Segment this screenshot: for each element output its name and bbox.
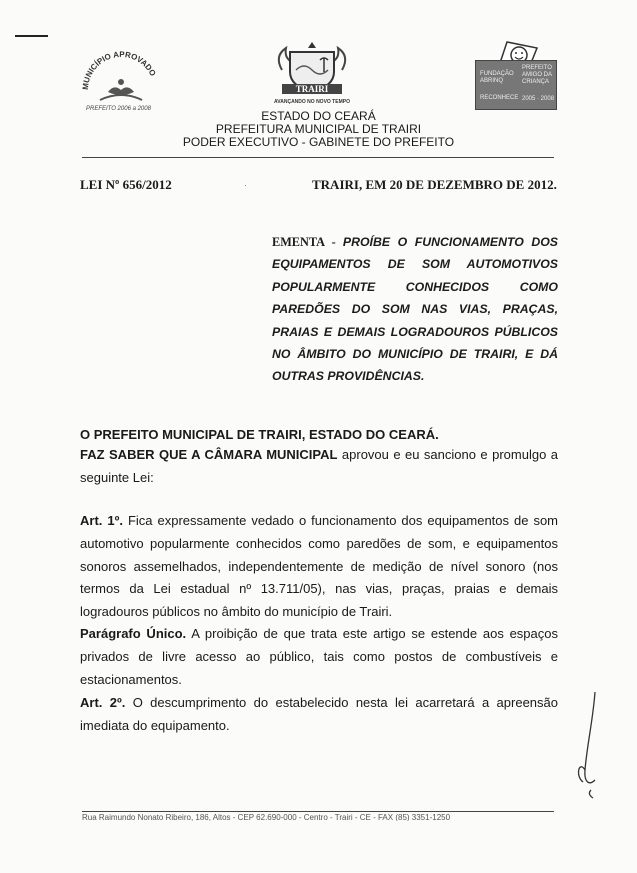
coat-of-arms-icon bbox=[262, 40, 362, 108]
footer-divider bbox=[82, 811, 554, 812]
ementa bbox=[272, 231, 558, 388]
paragrafo-unico-label: Parágrafo Único. bbox=[80, 626, 187, 641]
seal-arc-text: MUNICÍPIO APROVADO bbox=[80, 49, 158, 91]
ementa-text: PROÍBE O FUNCIONAMENTO DOS EQUIPAMENTOS DE SOM AUTOMOTIVOS POPULARMENTE CONHECIDOS COMO PAREDÕES DO SOM NAS VIAS, PRAÇAS, PRAIAS E DEMAIS LOGRADOUROS PÚBLICOS NO ÂMBITO DO MUNICÍPIO DE TRAIRI, E DÁ OUTRAS PROVIDÊNCIAS. bbox=[272, 235, 559, 384]
corner-mark bbox=[15, 35, 48, 37]
coat-subtitle: AVANÇANDO NO NOVO TEMPO bbox=[274, 99, 350, 105]
abrinq-badge bbox=[475, 40, 555, 110]
article-2-label: Art. 2º. bbox=[80, 695, 126, 710]
header-state: ESTADO DO CEARÁ bbox=[261, 109, 376, 123]
article-1 bbox=[80, 510, 558, 624]
badge-left-1: FUNDAÇÃO bbox=[480, 71, 514, 77]
paragrafo-unico bbox=[80, 623, 558, 691]
law-date: TRAIRI, EM 20 DE DEZEMBRO DE 2012. bbox=[312, 177, 557, 192]
scan-mark: · bbox=[244, 180, 247, 190]
seal-caption: PREFEITO 2006 a 2008 bbox=[86, 106, 151, 112]
law-number: LEI Nº 656/2012 bbox=[80, 177, 172, 192]
badge-right-4: 2005 · 2008 bbox=[522, 96, 555, 102]
header-gabinete: PODER EXECUTIVO - GABINETE DO PREFEITO bbox=[182, 135, 455, 149]
badge-left-2: ABRINQ bbox=[480, 78, 504, 84]
header-divider bbox=[82, 157, 554, 158]
article-1-text: Fica expressamente vedado o funcionamento dos equipamentos de som automotivo popularmente conhecidos como paredões de som, e equipamentos sonoros assemelhados, independentemente de medição de nível sonoro (nos termos da Lei estadual nº 13.711/05), nas vias, praças, praias e demais logradouros públicos no âmbito do município de Trairi. bbox=[80, 513, 558, 620]
article-2-text: O descumprimento do estabelecido nesta lei acarretará a apreensão imediata do equipamento. bbox=[80, 695, 558, 733]
intro-prefeito: O PREFEITO MUNICIPAL DE TRAIRI, ESTADO DO CEARÁ. bbox=[80, 427, 439, 442]
article-1-label: Art. 1º. bbox=[80, 513, 123, 528]
header-prefeitura: PREFEITURA MUNICIPAL DE TRAIRI bbox=[215, 122, 422, 136]
badge-right-2: AMIGO DA bbox=[522, 72, 553, 78]
intro-faz-saber bbox=[80, 444, 558, 490]
badge-left-3: RECONHECE bbox=[480, 95, 519, 101]
badge-right-3: CRIANÇA bbox=[522, 79, 550, 85]
article-2 bbox=[80, 692, 558, 738]
badge-right-1: PREFEITO bbox=[522, 65, 552, 71]
handwritten-signature-icon bbox=[565, 690, 605, 800]
coat-banner: TRAIRI bbox=[295, 84, 329, 94]
footer-address bbox=[82, 813, 557, 821]
footer-address-text: Rua Raimundo Nonato Ribeiro, 186, Altos - CEP 62.690-000 - Centro - Trairi - CE - FAX (85) 3351-1250 bbox=[82, 813, 451, 821]
ementa-label: EMENTA - bbox=[272, 235, 343, 249]
intro-faz-saber-rest: aprovou e eu sanciono e promulgo a seguinte Lei: bbox=[80, 447, 558, 485]
intro-faz-saber-bold: FAZ SABER QUE A CÂMARA MUNICIPAL bbox=[80, 447, 338, 462]
paragrafo-unico-text: A proibição de que trata este artigo se estende aos espaços privados de livre acesso ao público, tais como postos de combustíveis e estacionamentos. bbox=[80, 626, 558, 687]
